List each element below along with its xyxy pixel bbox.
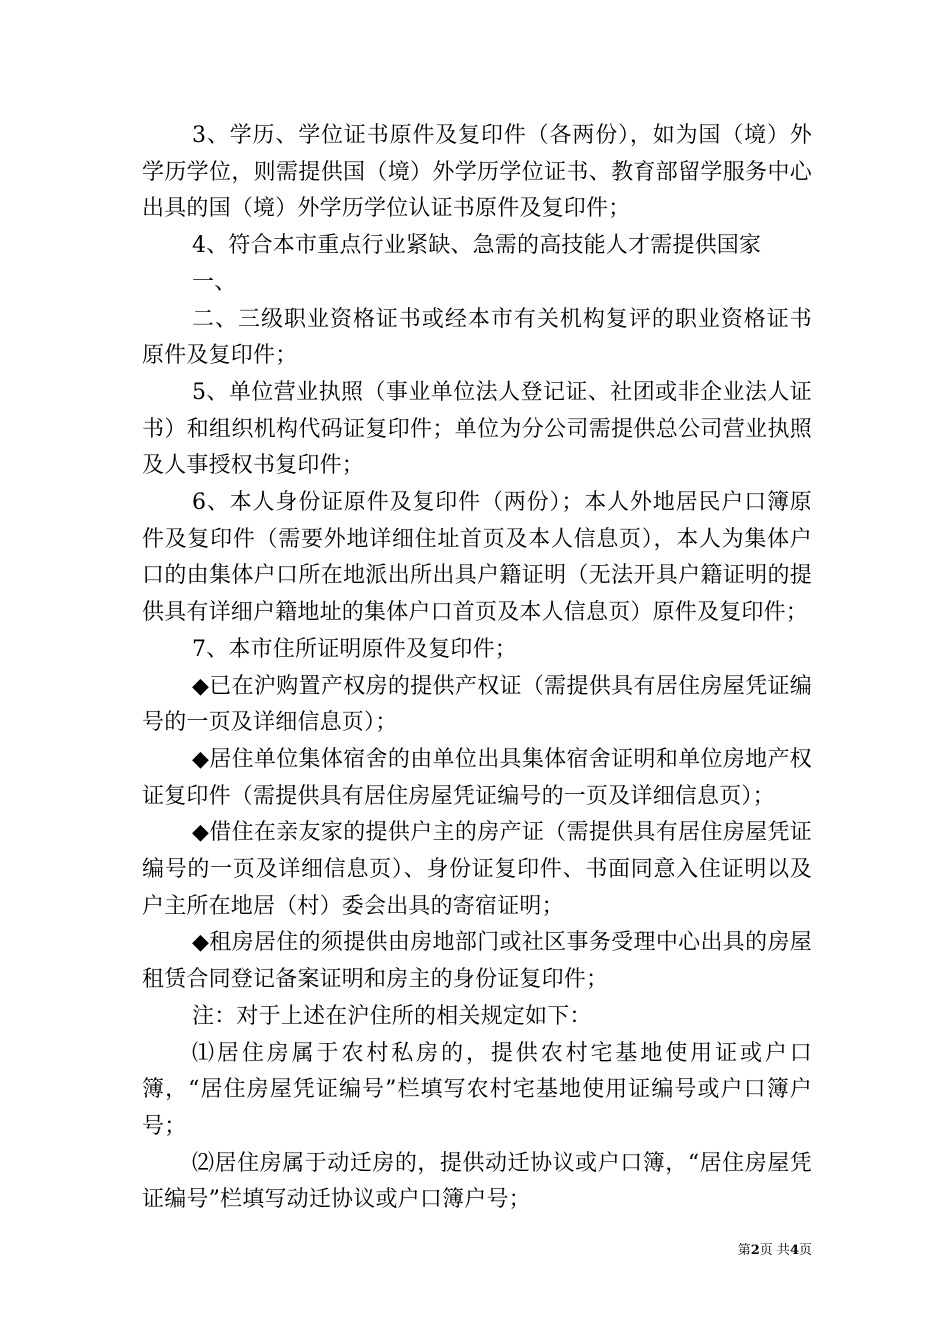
note-relocation-housing: ⑵居住房属于动迁房的，提供动迁协议或户口簿，“居住房屋凭证编号”栏填写动迁协议或户口簿户号；	[142, 1150, 812, 1213]
paragraph-heading-2: 二、三级职业资格证书或经本市有关机构复评的职业资格证书原件及复印件；	[142, 306, 812, 369]
paragraph-item-3: 3、学历、学位证书原件及复印件（各两份），如为国（境）外学历学位，则需提供国（境）外学历学位证书、教育部留学服务中心出具的国（境）外学历学位认证书原件及复印件；	[142, 123, 812, 222]
note-rural-housing: ⑴居住房属于农村私房的，提供农村宅基地使用证或户口簿，“居住房屋凭证编号”栏填写农村宅基地使用证编号或户口簿户号；	[142, 1040, 812, 1139]
footer-middle: 页 共	[759, 1243, 790, 1258]
paragraph-heading-1: 一、	[192, 269, 237, 295]
note-heading: 注：对于上述在沪住所的相关规定如下：	[192, 1003, 592, 1029]
bullet-relatives-home: ◆借住在亲友家的提供户主的房产证（需提供具有居住房屋凭证编号的一页及详细信息页）、身份证复印件、书面同意入住证明以及户主所在地居（村）委会出具的寄宿证明；	[142, 820, 812, 919]
bullet-rental: ◆租房居住的须提供由房地部门或社区事务受理中心出具的房屋租赁合同登记备案证明和房主的身份证复印件；	[142, 930, 812, 993]
paragraph-item-7: 7、本市住所证明原件及复印件；	[192, 636, 517, 662]
paragraph-item-4: 4、符合本市重点行业紧缺、急需的高技能人才需提供国家	[192, 233, 762, 259]
paragraph-item-5: 5、单位营业执照（事业单位法人登记证、社团或非企业法人证书）和组织机构代码证复印件；单位为分公司需提供总公司营业执照及人事授权书复印件；	[142, 379, 812, 479]
footer-suffix: 页	[798, 1243, 812, 1258]
bullet-dormitory: ◆居住单位集体宿舍的由单位出具集体宿舍证明和单位房地产权证复印件（需提供具有居住房屋凭证编号的一页及详细信息页）；	[142, 746, 812, 809]
page-number-footer	[700, 1242, 812, 1260]
footer-prefix: 第	[737, 1243, 751, 1258]
total-page-number: 4	[789, 1243, 799, 1258]
document-body	[142, 118, 812, 1219]
current-page-number: 2	[750, 1243, 760, 1258]
paragraph-item-6: 6、本人身份证原件及复印件（两份）；本人外地居民户口簿原件及复印件（需要外地详细住址首页及本人信息页），本人为集体户口的由集体户口所在地派出所出具户籍证明（无法开具户籍证明的提供具有详细户籍地址的集体户口首页及本人信息页）原件及复印件；	[142, 490, 812, 626]
bullet-owned-property: ◆已在沪购置产权房的提供产权证（需提供具有居住房屋凭证编号的一页及详细信息页）；	[142, 673, 812, 736]
